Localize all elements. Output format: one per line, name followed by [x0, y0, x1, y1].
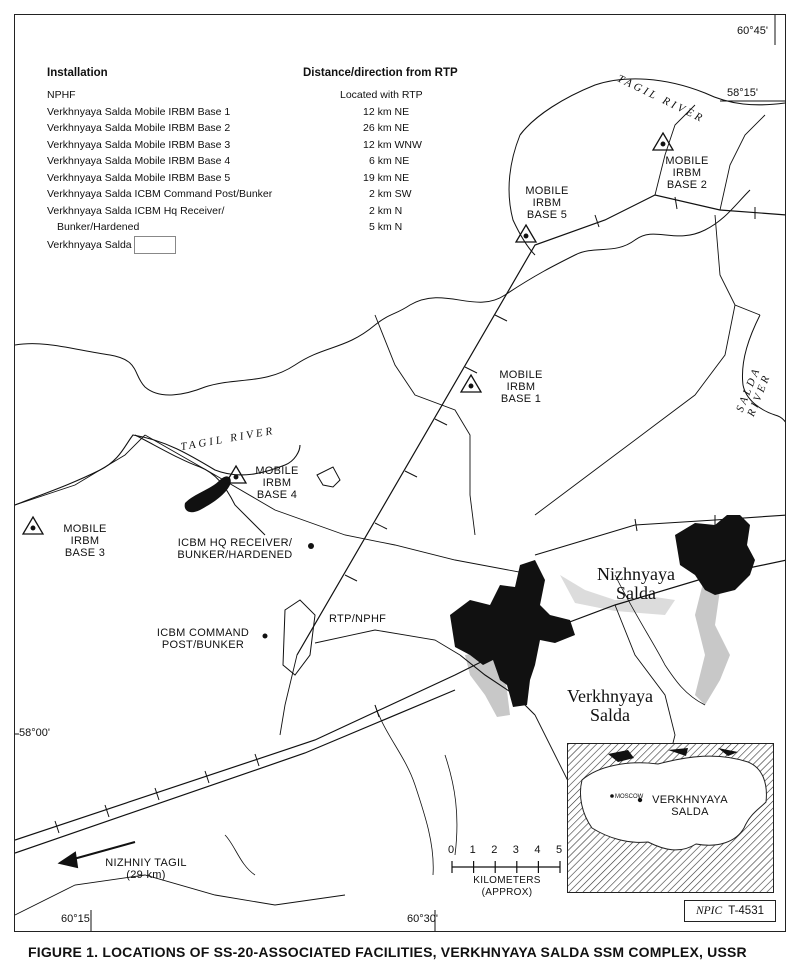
label-line: MOBILE [255, 465, 299, 477]
legend-row-name: Verkhnyaya Salda ICBM Command Post/Bunker [47, 188, 273, 200]
coord-bottom-mid: 60°30' [407, 913, 438, 925]
label-line: BASE 1 [500, 393, 542, 405]
scale-ticks [446, 844, 571, 858]
scale-tick: 4 [534, 844, 541, 856]
legend-row-dist: Located with RTP [340, 89, 423, 101]
label-line: SALDA [671, 806, 709, 818]
base4-outline [317, 467, 340, 487]
label-line: MOBILE [525, 185, 569, 197]
legend-row-redacted [47, 236, 272, 254]
label-verkhnyaya-salda [555, 687, 665, 725]
label-base-2 [647, 155, 727, 191]
legend-row-name: Verkhnyaya Salda ICBM Hq Receiver/ [47, 204, 225, 217]
legend-header-distance: Distance/direction from RTP [303, 67, 458, 79]
label-line: (29 km) [126, 869, 166, 881]
label-line: Salda [616, 583, 656, 603]
verkhnyaya-salda-urban [450, 560, 575, 707]
legend-row-name: Verkhnyaya Salda Mobile IRBM Base 2 [47, 122, 231, 134]
urban-fringe-east [695, 575, 730, 705]
label-nizhnyaya-salda [581, 565, 691, 603]
stream-b [445, 755, 457, 855]
rtp-nphf-outline [283, 600, 315, 675]
label-base-3 [45, 523, 125, 559]
scale-note-label: (APPROX) [481, 887, 533, 898]
label-salda-river: SALDA RIVER [734, 365, 774, 419]
legend-row-name: Verkhnyaya Salda [47, 238, 132, 251]
label-line: Verkhnyaya [567, 686, 653, 706]
legend-row-dist: 12 km WNW [363, 138, 422, 151]
stream-c [225, 835, 255, 875]
npic-agency: NPIC [695, 905, 723, 917]
label-base-4 [237, 465, 317, 501]
redaction-box [134, 236, 176, 254]
figure-caption: FIGURE 1. LOCATIONS OF SS-20-ASSOCIATED FACILITIES, VERKHNYAYA SALDA SSM COMPLEX, USSR [28, 944, 747, 960]
label-line: IRBM [532, 197, 562, 209]
label-tagil-river-upper: TAGIL RIVER [615, 72, 707, 126]
base-symbol-5 [516, 225, 536, 242]
legend-row-dist: 19 km NE [363, 171, 410, 184]
scale-unit [451, 875, 563, 899]
scale-tick: 1 [469, 844, 476, 856]
cp-dot [263, 634, 268, 639]
legend-row-dist: 5 km N [369, 221, 403, 233]
label-line: MOBILE [63, 523, 107, 535]
hq-dot [308, 543, 314, 549]
inset-moscow-label: MOSCOW [615, 794, 644, 800]
lake-tagil [185, 476, 231, 512]
legend-row-name: Verkhnyaya Salda Mobile IRBM Base 5 [47, 171, 231, 184]
railroad-ticks [55, 197, 755, 833]
label-line: Salda [590, 705, 630, 725]
label-line: IRBM [672, 167, 702, 179]
scale-unit-label: KILOMETERS [473, 875, 541, 886]
base-symbol-1 [461, 375, 481, 392]
coord-bottom-left: 60°15' [61, 913, 92, 925]
stream-a [375, 705, 433, 875]
base-symbol-3 [23, 517, 43, 534]
label-line: NIZHNIY TAGIL [105, 857, 187, 869]
scale-tick: 5 [556, 844, 563, 856]
legend-row-dist: 2 km N [369, 204, 403, 217]
legend-row-dist: 6 km NE [369, 155, 410, 167]
label-line: IRBM [70, 535, 100, 547]
coord-top-right: 60°45' [737, 25, 768, 37]
legend-row-dist: 2 km SW [369, 188, 412, 200]
label-line: VERKHNYAYA [652, 794, 728, 806]
legend-row-name: Bunker/Hardened [57, 221, 140, 233]
label-line: BUNKER/HARDENED [177, 549, 293, 561]
npic-stamp [684, 900, 776, 922]
legend-row-dist: 26 km NE [363, 122, 410, 134]
legend-row-dist: 12 km NE [363, 105, 410, 118]
label-line: MOBILE [665, 155, 709, 167]
label-line: ICBM HQ RECEIVER/ [177, 537, 293, 549]
scale-tick: 2 [491, 844, 498, 856]
inset-map-graphic [568, 744, 773, 892]
inset-map [567, 743, 774, 893]
label-icbm-hq [165, 537, 305, 561]
coord-lat-lower: 58°00' [19, 727, 50, 739]
label-line: MOBILE [499, 369, 543, 381]
scale-tick: 0 [448, 844, 455, 856]
label-tagil-river-lower: TAGIL RIVER [179, 424, 277, 454]
label-nizhniy-tagil [91, 857, 201, 881]
label-line: BASE 4 [256, 489, 298, 501]
label-line: BASE 5 [526, 209, 568, 221]
label-line: ICBM COMMAND [156, 627, 250, 639]
inset-location-label [638, 794, 742, 818]
scale-bar [452, 861, 560, 873]
label-line: IRBM [506, 381, 536, 393]
label-line: Nizhnyaya [597, 564, 675, 584]
label-base-5 [507, 185, 587, 221]
legend-row-name: Verkhnyaya Salda Mobile IRBM Base 4 [47, 155, 231, 167]
base-symbol-2 [653, 133, 673, 150]
label-base-1 [481, 369, 561, 405]
label-line: IRBM [262, 477, 292, 489]
legend-header-installation: Installation [47, 67, 108, 79]
legend-names [47, 87, 272, 254]
label-line: BASE 2 [666, 179, 708, 191]
scale-tick: 3 [512, 844, 519, 856]
label-icbm-cp [143, 627, 263, 651]
legend-distances [340, 87, 423, 236]
coord-lat-upper: 58°15' [727, 87, 758, 99]
map-frame [14, 14, 786, 932]
legend-row-name: Verkhnyaya Salda Mobile IRBM Base 1 [47, 105, 231, 118]
label-line: POST/BUNKER [161, 639, 245, 651]
label-line: BASE 3 [64, 547, 106, 559]
npic-code: T-4531 [728, 905, 764, 917]
legend-row-name: Verkhnyaya Salda Mobile IRBM Base 3 [47, 138, 231, 151]
legend-row-name: NPHF [47, 89, 76, 101]
label-rtp-nphf: RTP/NPHF [329, 613, 387, 625]
